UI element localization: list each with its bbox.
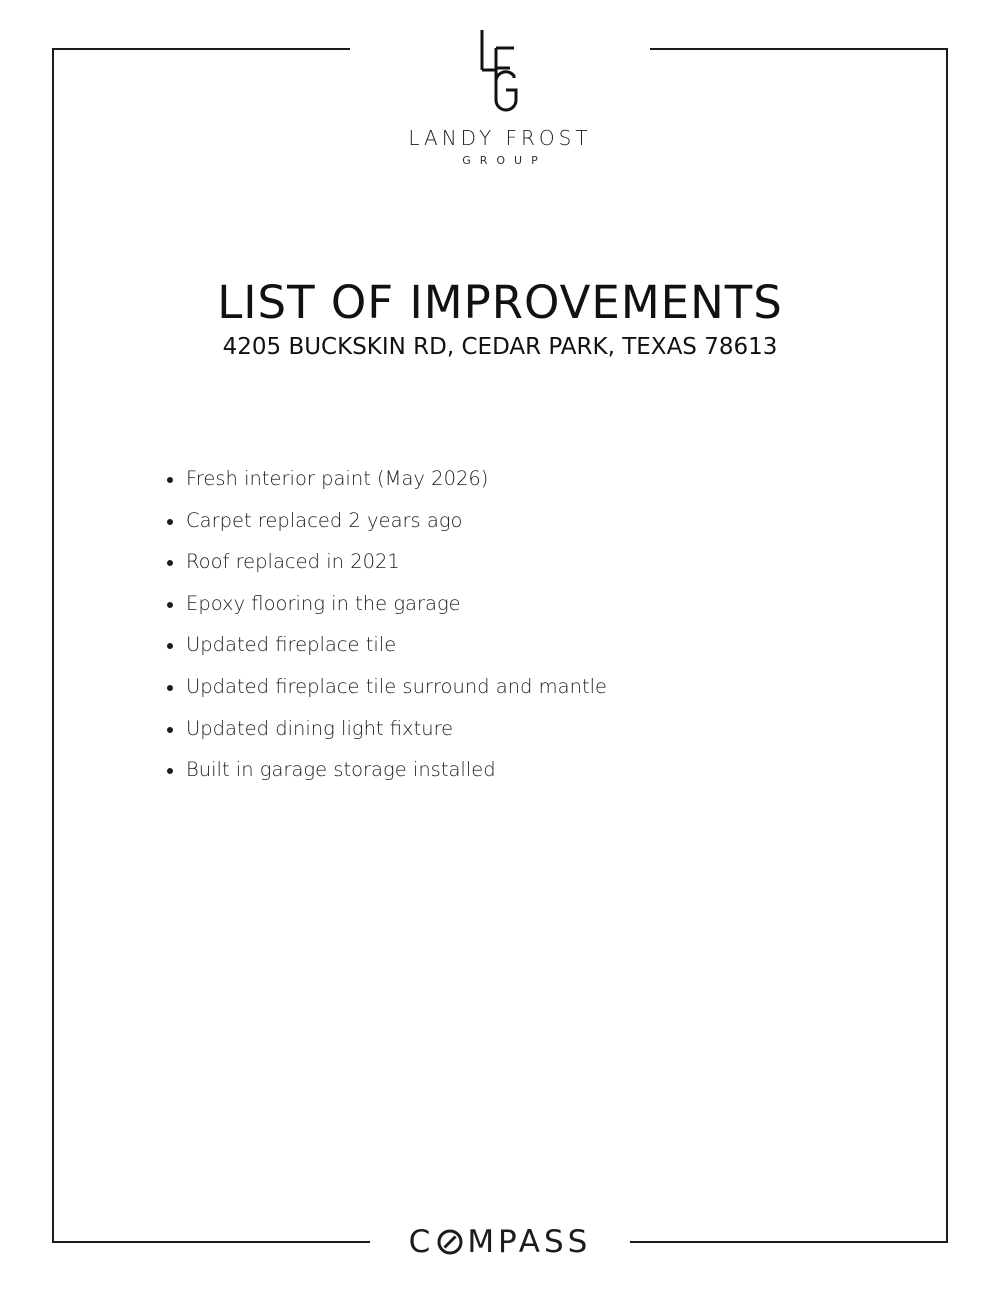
list-item: Built in garage storage installed: [164, 749, 607, 791]
list-item: Updated fireplace tile: [164, 624, 607, 666]
property-address: 4205 BUCKSKIN RD, CEDAR PARK, TEXAS 78613: [222, 334, 778, 360]
brand-logo: [0, 28, 1000, 167]
frame-bottom-left: [52, 1241, 370, 1243]
compass-logo-rest: MPASS: [467, 1224, 592, 1260]
list-item: Updated dining light fixture: [164, 708, 607, 750]
page-title: LIST OF IMPROVEMENTS: [217, 276, 783, 329]
list-item: Updated fireplace tile surround and mantle: [164, 666, 607, 708]
frame-right: [946, 48, 948, 1243]
compass-logo: [380, 1222, 620, 1262]
brand-group: GROUP: [462, 154, 547, 167]
list-item: Roof replaced in 2021: [164, 541, 607, 583]
frame-left: [52, 48, 54, 1243]
monogram-icon: [470, 28, 530, 112]
frame-bottom-right: [630, 1241, 948, 1243]
compass-o-icon: [437, 1229, 463, 1255]
brand-name: LANDY FROST: [408, 126, 592, 150]
list-item: Fresh interior paint (May 2026): [164, 458, 607, 500]
compass-logo-c: C: [408, 1224, 435, 1260]
improvements-list: [164, 458, 607, 791]
list-item: Carpet replaced 2 years ago: [164, 500, 607, 542]
list-item: Epoxy flooring in the garage: [164, 583, 607, 625]
